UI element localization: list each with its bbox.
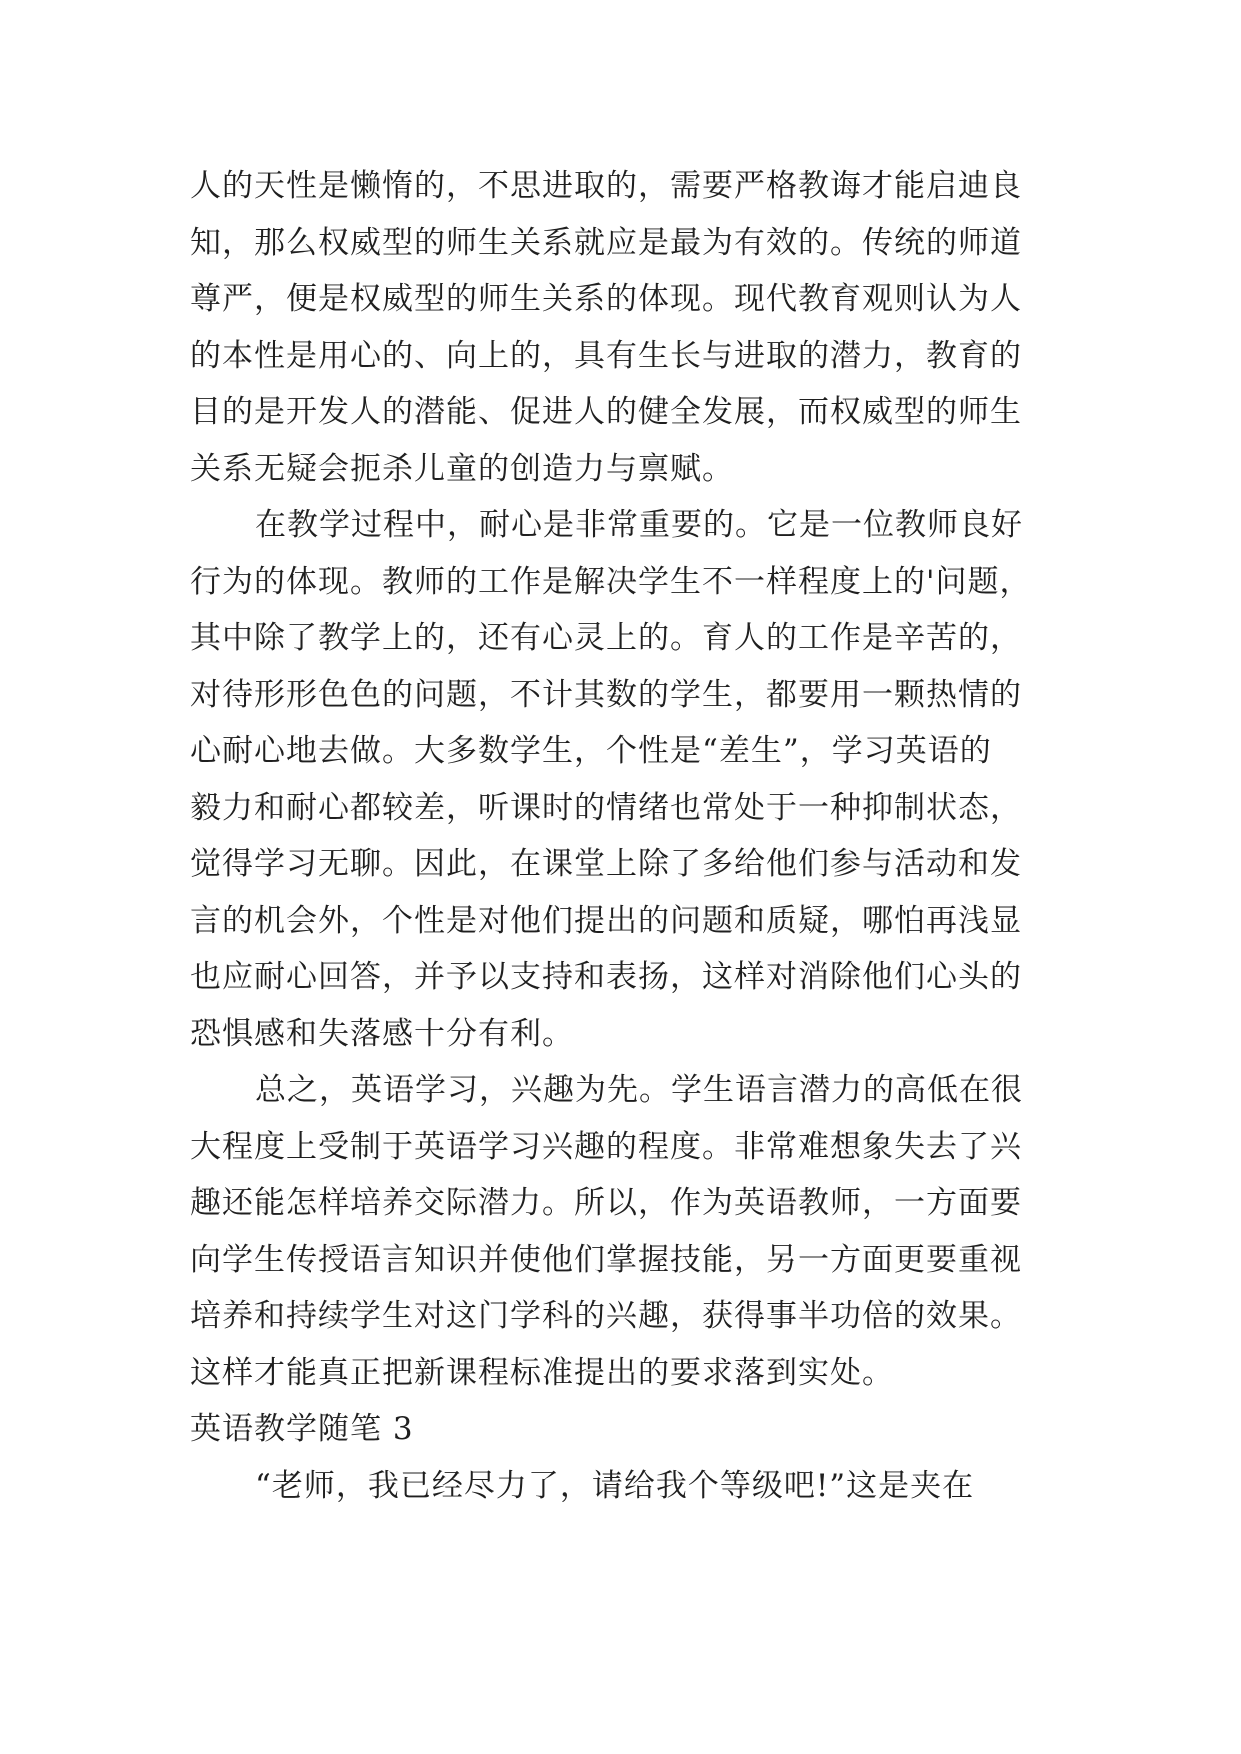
text-line: 觉得学习无聊。因此，在课堂上除了多给他们参与活动和发 xyxy=(190,846,1022,882)
text-line: 大程度上受制于英语学习兴趣的程度。非常难想象失去了兴 xyxy=(190,1128,1022,1165)
text-line: 毅力和耐心都较差，听课时的情绪也常处于一种抑制状态， xyxy=(190,789,1022,826)
text-line: 其中除了教学上的，还有心灵上的。育人的工作是辛苦的， xyxy=(190,620,1022,656)
text-line: 言的机会外，个性是对他们提出的问题和质疑，哪怕再浅显 xyxy=(190,902,1022,939)
text-line: “老师，我已经尽力了，请给我个等级吧!”这是夹在 xyxy=(255,1467,975,1504)
text-line: 向学生传授语言知识并使他们掌握技能，另一方面更要重视 xyxy=(190,1241,1022,1278)
text-line: 英语教学随笔 3 xyxy=(190,1411,414,1447)
text-line: 恐惧感和失落感十分有利。 xyxy=(190,1015,574,1052)
text-line: 也应耐心回答，并予以支持和表扬，这样对消除他们心头的 xyxy=(190,959,1022,995)
text-line: 行为的体现。教师的工作是解决学生不一样程度上的'问题， xyxy=(190,563,1032,600)
text-line: 目的是开发人的潜能、促进人的健全发展，而权威型的师生 xyxy=(190,394,1022,430)
document-body xyxy=(190,158,1060,1514)
text-line: 人的天性是懒惰的，不思进取的，需要严格教诲才能启迪良 xyxy=(190,168,1022,204)
text-line: 在教学过程中，耐心是非常重要的。它是一位教师良好 xyxy=(255,507,1023,543)
text-line: 这样才能真正把新课程标准提出的要求落到实处。 xyxy=(190,1354,894,1391)
text-line: 尊严，便是权威型的师生关系的体现。现代教育观则认为人 xyxy=(190,281,1022,317)
text-line: 总之，英语学习，兴趣为先。学生语言潜力的高低在很 xyxy=(255,1072,1023,1108)
text-line: 知，那么权威型的师生关系就应是最为有效的。传统的师道 xyxy=(190,224,1022,261)
text-line: 的本性是用心的、向上的，具有生长与进取的潜力，教育的 xyxy=(190,337,1022,374)
text-line: 心耐心地去做。大多数学生，个性是“差生”，学习英语的 xyxy=(190,733,992,769)
text-line: 对待形形色色的问题，不计其数的学生，都要用一颗热情的 xyxy=(190,676,1022,713)
text-line: 培养和持续学生对这门学科的兴趣，获得事半功倍的效果。 xyxy=(190,1298,1022,1334)
text-line: 关系无疑会扼杀儿童的创造力与禀赋。 xyxy=(190,450,734,487)
text-line: 趣还能怎样培养交际潜力。所以，作为英语教师，一方面要 xyxy=(190,1185,1022,1221)
